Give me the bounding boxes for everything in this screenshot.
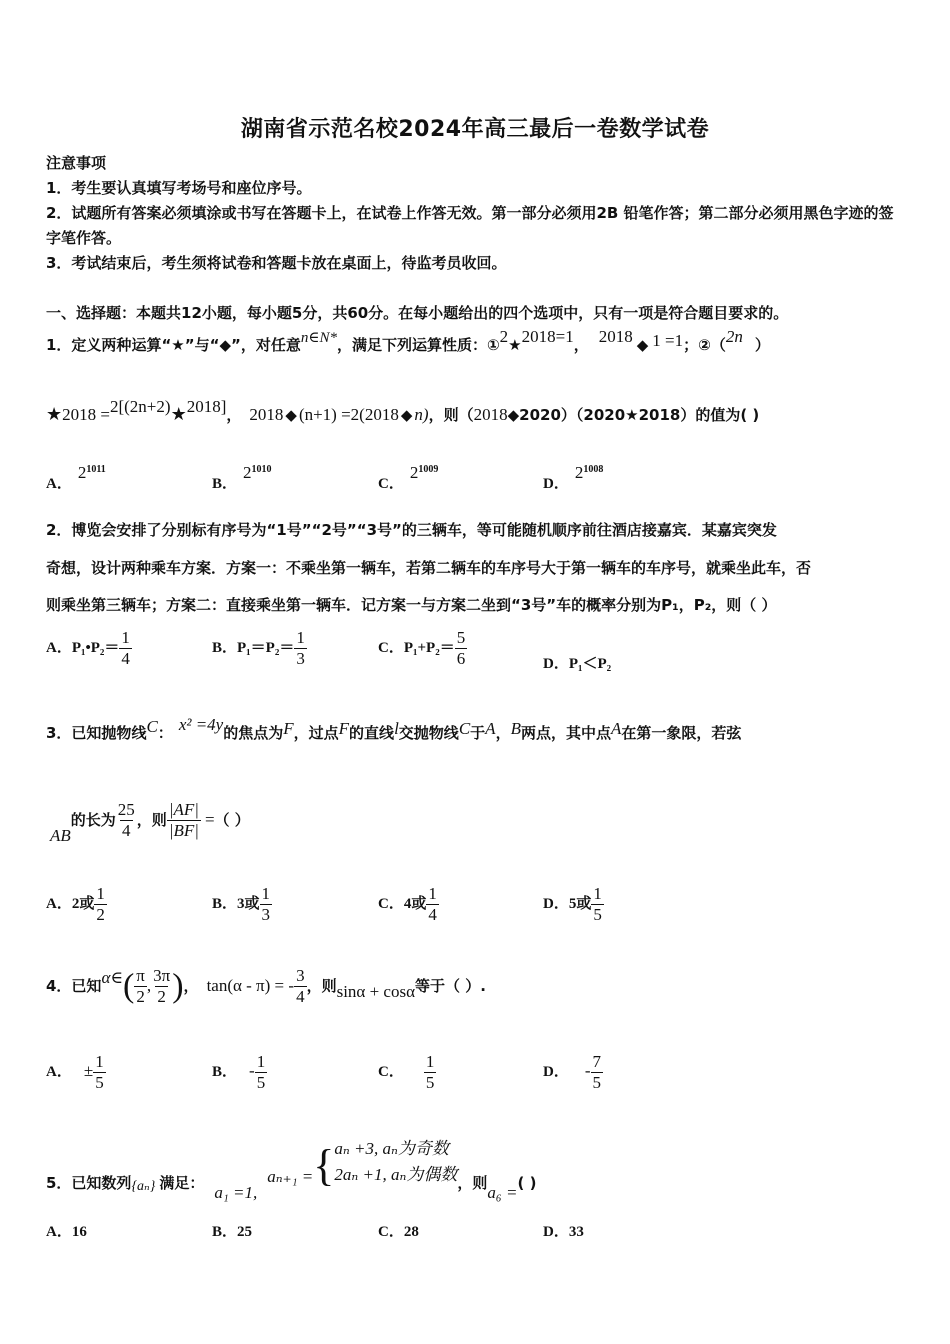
- q1-c8: ；②（: [683, 336, 726, 354]
- q4-option-b[interactable]: [212, 1052, 267, 1093]
- q4-text: 4．已知: [46, 977, 102, 995]
- frac-den: 4: [428, 905, 437, 924]
- q4-expr: sinα + cosα: [336, 982, 415, 1001]
- frac-den: 3: [296, 649, 305, 668]
- option-label: D．: [543, 1063, 569, 1080]
- q3-text: 于: [470, 724, 486, 742]
- frac-num: 1: [121, 628, 130, 647]
- q4-option-c[interactable]: [378, 1052, 436, 1093]
- q3-text: 两点，其中点: [520, 724, 611, 742]
- q1-c4: ，: [573, 336, 589, 354]
- q3-var: AB: [50, 826, 71, 845]
- q2-option-d[interactable]: [543, 652, 611, 673]
- notice-item-3: 3．考试结束后，考生须将试卷和答题卡放在桌面上，待监考员收回。: [46, 254, 507, 272]
- option-value: 33: [568, 1224, 584, 1240]
- option-value: 16: [71, 1224, 87, 1240]
- option-value: 28: [403, 1224, 419, 1240]
- option-expr: 3或: [237, 895, 260, 912]
- frac-den: 2: [136, 987, 145, 1006]
- frac-den: 4: [122, 821, 131, 840]
- q4-tan: tan(α - π) = -: [206, 976, 295, 995]
- q3-option-a[interactable]: [46, 884, 107, 925]
- q3-var: l: [394, 719, 399, 738]
- option-expr: P₁•P₂＝: [71, 639, 120, 656]
- frac-num: 1: [261, 884, 271, 903]
- frac-num: 7: [592, 1052, 602, 1071]
- q5-seq: {aₙ}: [131, 1179, 156, 1194]
- q1-c7: 1 =1: [652, 331, 684, 350]
- q3-text: 在第一象限，若弦: [621, 724, 742, 742]
- q1-star-1: ★: [508, 336, 522, 354]
- option-exp: 1011: [86, 464, 106, 475]
- frac-num: π: [136, 966, 145, 985]
- q2-option-a[interactable]: [46, 628, 132, 669]
- q1-text-a: 1．定义两种运算“★”与“◆”，对任意: [46, 336, 301, 354]
- option-label: B．: [212, 1063, 238, 1080]
- q1-d15: ◆2020）（2020★2018）的值为( ): [507, 406, 760, 424]
- option-base: 2: [243, 463, 252, 482]
- frac-den: 5: [95, 1073, 104, 1092]
- notice-item-2: 2．试题所有答案必须填涂或书写在答题卡上，在试卷上作答无效。第一部分必须用2B 铅笔作答；第二部分必须用黑色字迹的签字笔作答。: [46, 204, 894, 247]
- frac-num: 3π: [153, 966, 171, 985]
- q3-text: （ ）: [214, 811, 250, 829]
- option-label: B．: [212, 476, 238, 492]
- option-sign: -: [249, 1060, 255, 1080]
- question-2-line-2: 奇想，设计两种乘车方案．方案一：不乘坐第一辆车，若第二辆车的车序号大于第一辆车的车序号，就乘坐此车，否: [46, 559, 812, 577]
- q1-star-2: ★: [46, 404, 63, 425]
- q4-text: ，则: [306, 977, 337, 995]
- option-label: A．: [46, 639, 72, 656]
- question-5: 5．已知数列{aₙ} 满足： a₁ =1,aₙ₊₁ ={ aₙ +3, aₙ为奇数 2aₙ +1, aₙ为偶数 ，则a₆ =( ): [46, 1140, 536, 1190]
- q1-option-b[interactable]: [212, 462, 272, 492]
- option-exp: 1008: [583, 464, 604, 475]
- q3-text: 的直线: [349, 724, 395, 742]
- section-heading: 一、选择题：本题共12小题，每小题5分，共60分。在每小题给出的四个选项中，只有一项是符合题目要求的。: [46, 304, 789, 322]
- frac-den: 4: [296, 987, 305, 1006]
- page-title: 湖南省示范名校2024年高三最后一卷数学试卷: [240, 117, 710, 142]
- frac-den: 5: [592, 1073, 602, 1092]
- frac-num: 1: [95, 1052, 104, 1071]
- option-expr: P₁+P₂＝: [403, 639, 455, 656]
- frac-den: |BF|: [168, 821, 199, 840]
- option-exp: 1010: [251, 464, 272, 475]
- frac-num: 1: [593, 884, 602, 903]
- q4-text: ，: [183, 977, 199, 995]
- q3-option-d[interactable]: [543, 884, 604, 925]
- frac-num: 25: [117, 800, 135, 819]
- frac-num: 5: [456, 628, 466, 647]
- option-expr: P₁＝P₂＝: [237, 639, 295, 656]
- option-label: C．: [378, 476, 404, 492]
- q1-d3: 2: [109, 397, 119, 416]
- option-base: 2: [77, 463, 87, 482]
- q3-var: A: [610, 719, 622, 738]
- notice-heading: 注意事项: [46, 154, 107, 172]
- q3-var: F: [283, 719, 294, 738]
- frac-den: 4: [121, 649, 130, 668]
- q3-text: 的焦点为: [223, 724, 284, 742]
- question-1: [46, 327, 770, 355]
- q4-alpha: α∈: [101, 968, 123, 987]
- frac-num: |AF|: [168, 800, 199, 819]
- q3-text: ：: [157, 724, 173, 742]
- q3-eqsign: =: [204, 810, 215, 829]
- question-2-line-1: 2．博览会安排了分别标有序号为“1号”“2号”“3号”的三辆车，等可能随机顺序前往酒店接嘉宾．某嘉宾突发: [46, 521, 777, 539]
- q1-c5: 2018: [598, 327, 633, 346]
- q1-diamond-3: ◆: [400, 406, 413, 424]
- q5-text: 5．已知数列: [46, 1174, 132, 1192]
- q3-equation: x² =4y: [178, 715, 224, 734]
- q1-d8: 2018: [249, 405, 284, 424]
- q1-d6: 2018]: [186, 397, 227, 416]
- q3-option-b[interactable]: [212, 884, 272, 925]
- frac-den: 2: [157, 987, 166, 1006]
- q1-c1: 2: [499, 327, 509, 346]
- option-exp: 1009: [418, 464, 439, 475]
- frac-num: 1: [256, 1052, 266, 1071]
- q5-option-d[interactable]: [543, 1220, 584, 1241]
- q1-nset: n∈N*: [300, 330, 337, 346]
- q3-var: A: [485, 719, 496, 738]
- q5-a1: a₁ =1,: [214, 1183, 258, 1202]
- q1-d14: 2018: [473, 405, 508, 424]
- frac-num: 1: [425, 1052, 435, 1071]
- q4-text: 等于（ ）.: [414, 977, 486, 995]
- q5-case-2: 2aₙ +1, aₙ为偶数: [334, 1165, 458, 1184]
- frac-den: 5: [256, 1073, 266, 1092]
- option-label: B．: [212, 895, 238, 912]
- q5-an1: aₙ₊₁ =: [267, 1167, 314, 1186]
- option-label: D．: [543, 1224, 569, 1240]
- q3-text: 交抛物线: [398, 724, 459, 742]
- option-label: C．: [378, 1063, 404, 1080]
- q3-var: F: [338, 719, 350, 738]
- q1-d4: [(2n+2): [118, 397, 171, 416]
- q3-text: 的长为: [70, 811, 116, 829]
- option-label: A．: [46, 1224, 72, 1240]
- q1-d12: n): [414, 405, 429, 424]
- q3-var: C: [146, 717, 158, 736]
- question-4: 4．已知α∈( $\frac{\pi}{2}$ , $\frac{3\pi}{2}$ )， tan(α - π) = - $\frac{3}{4}$ ，则sinα + cosα等于（ ）.: [46, 966, 486, 1006]
- option-label: C．: [378, 895, 404, 912]
- q1-diamond-1: ◆: [636, 336, 649, 354]
- option-expr: 5或: [568, 895, 592, 912]
- q1-c3: 2018=1: [521, 327, 574, 346]
- q1-d10: (n+1) =2(2018: [298, 405, 399, 424]
- question-1-line-2: [46, 397, 760, 425]
- q1-option-c[interactable]: [378, 462, 439, 492]
- frac-num: 1: [96, 884, 105, 903]
- q1-text-b: ，满足下列运算性质：①: [336, 336, 500, 354]
- q3-option-c[interactable]: [378, 884, 439, 925]
- option-label: D．: [543, 656, 569, 672]
- question-3-line-2: [46, 800, 250, 845]
- q1-d7: ，: [226, 406, 242, 424]
- q5-text: 满足：: [159, 1174, 205, 1192]
- q2-option-c[interactable]: [378, 628, 467, 669]
- frac-num: 3: [296, 966, 305, 985]
- q3-var: B: [510, 719, 521, 738]
- option-label: A．: [46, 895, 72, 912]
- q5-case-1: aₙ +3, aₙ为奇数: [334, 1139, 449, 1158]
- frac-num: 1: [296, 628, 305, 647]
- q1-star-3: ★: [170, 404, 187, 425]
- q5-option-c[interactable]: [378, 1220, 419, 1241]
- option-expr: 4或: [403, 895, 427, 912]
- q3-text: 3．已知抛物线: [46, 724, 147, 742]
- option-label: C．: [378, 1224, 404, 1240]
- option-expr: 2或: [71, 895, 95, 912]
- option-label: B．: [212, 639, 238, 656]
- frac-den: 2: [96, 905, 105, 924]
- q4-option-d[interactable]: [543, 1052, 603, 1093]
- q5-text: ，则: [457, 1174, 488, 1192]
- q2-option-b[interactable]: [212, 628, 307, 669]
- q1-c9: 2n: [725, 327, 743, 346]
- q1-diamond-2: ◆: [285, 406, 297, 424]
- option-base: 2: [574, 463, 584, 482]
- q5-option-b[interactable]: [212, 1220, 252, 1241]
- option-label: B．: [212, 1224, 238, 1240]
- option-label: D．: [543, 895, 569, 912]
- frac-den: 5: [593, 905, 602, 924]
- q1-option-d[interactable]: [543, 462, 604, 492]
- option-base: 2: [409, 463, 419, 482]
- option-sign: ±: [83, 1060, 94, 1080]
- option-label: A．: [46, 476, 72, 492]
- frac-den: 3: [261, 905, 271, 924]
- q3-var: C: [458, 719, 471, 738]
- option-value: 25: [237, 1224, 253, 1240]
- q3-text: ，则: [136, 811, 167, 829]
- question-3: [46, 715, 742, 743]
- notice-item-1: 1．考生要认真填写考场号和座位序号。: [46, 179, 312, 197]
- option-label: A．: [46, 1063, 72, 1080]
- q5-a6: a₆ =: [487, 1183, 518, 1202]
- q1-d2: 2018 =: [62, 405, 110, 424]
- q3-text: ，过点: [293, 724, 339, 742]
- q1-option-a[interactable]: [46, 462, 106, 492]
- q1-d13: ，则（: [428, 406, 474, 424]
- frac-den: 5: [425, 1073, 435, 1092]
- q3-text: ，: [495, 724, 511, 742]
- option-expr: P₁＜P₂: [568, 656, 612, 672]
- option-label: C．: [378, 639, 404, 656]
- q1-c10: ）: [754, 336, 770, 354]
- q5-option-a[interactable]: [46, 1220, 87, 1241]
- option-sign: -: [584, 1060, 591, 1080]
- frac-den: 6: [456, 649, 466, 668]
- frac-num: 1: [428, 884, 437, 903]
- option-label: D．: [543, 476, 569, 492]
- question-2-line-3: 则乘坐第三辆车；方案二：直接乘坐第一辆车．记方案一与方案二坐到“3号”车的概率分别为P₁，P₂，则（ ）: [46, 596, 777, 614]
- q4-option-a[interactable]: [46, 1052, 106, 1093]
- q5-text: ( ): [517, 1174, 537, 1192]
